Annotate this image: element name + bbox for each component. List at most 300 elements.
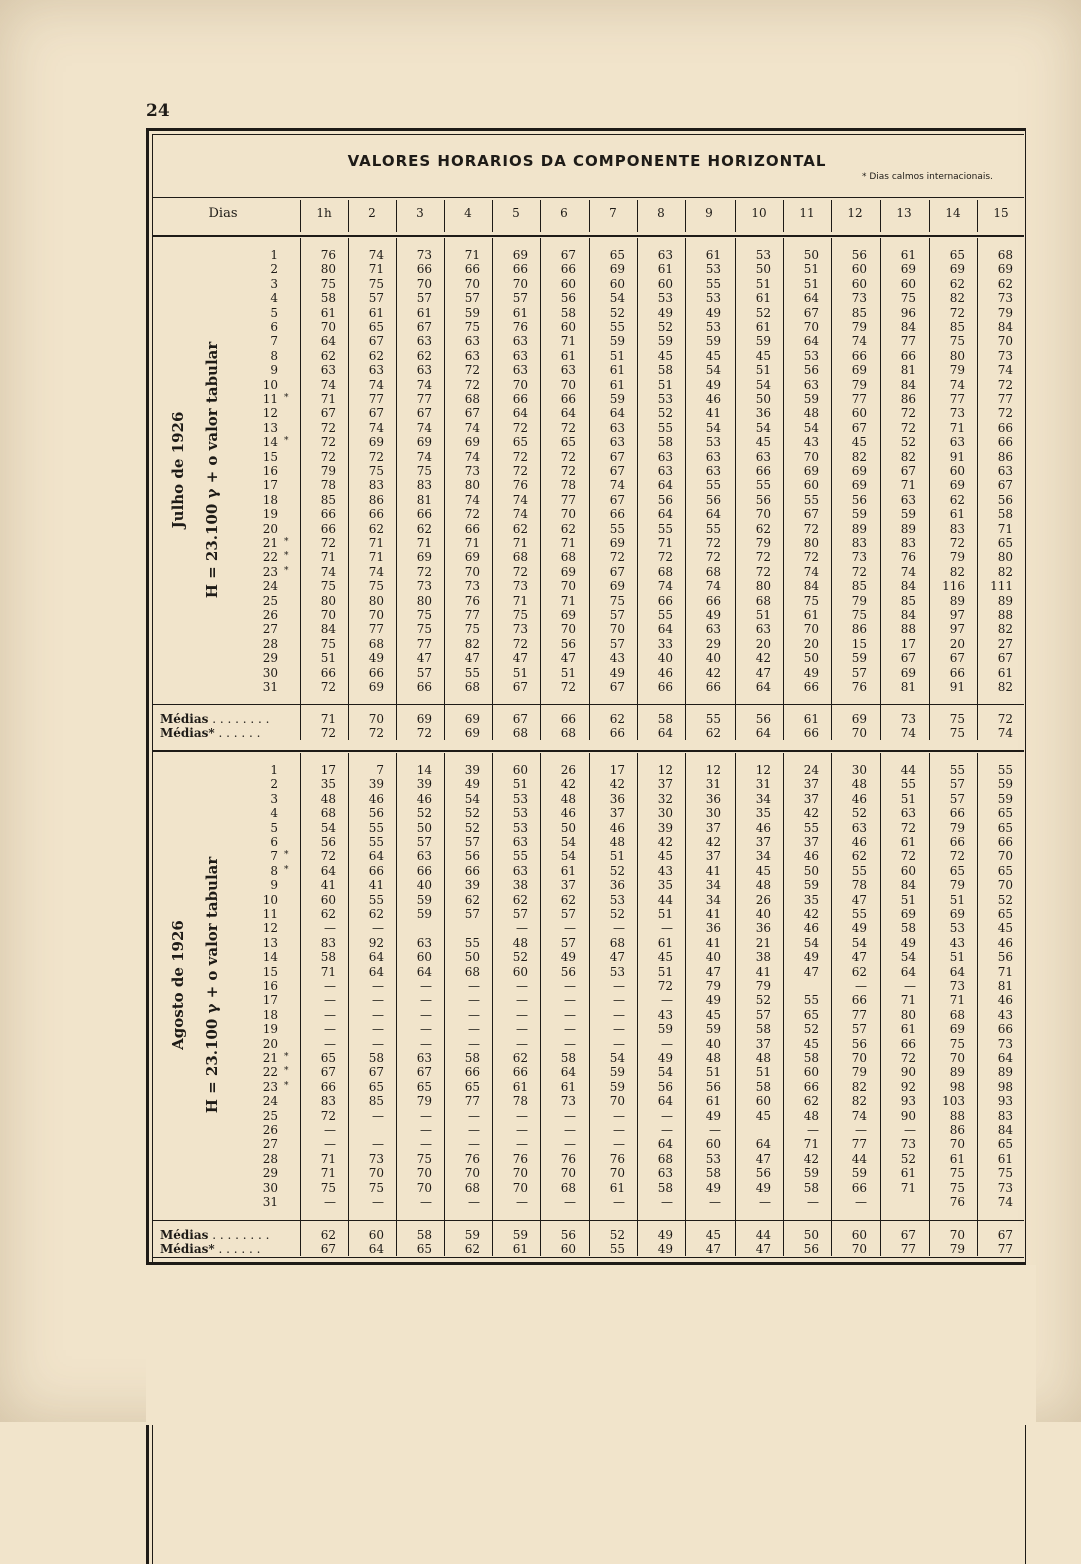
- value-cell: 58: [705, 1166, 721, 1181]
- medias-value: 75: [949, 712, 965, 726]
- value-cell: 85: [851, 579, 867, 594]
- value-cell: 63: [705, 622, 721, 637]
- value-cell: 75: [320, 579, 336, 594]
- value-cell: 65: [997, 907, 1013, 921]
- value-cell: —: [324, 1007, 336, 1022]
- medias-value: 62: [609, 712, 625, 726]
- value-cell: 49: [368, 651, 384, 666]
- value-cell: 31: [755, 777, 771, 792]
- value-cell: —: [372, 1137, 384, 1152]
- value-cell: 111: [990, 579, 1013, 594]
- value-cell: 40: [657, 651, 673, 666]
- value-cell: —: [420, 1123, 432, 1137]
- value-cell: 64: [657, 1137, 673, 1152]
- value-cell: 72: [368, 449, 384, 464]
- value-cell: 60: [560, 320, 576, 334]
- value-cell: 71: [464, 248, 480, 262]
- medias-label-text: Médias: [160, 712, 209, 726]
- value-cell: 65: [997, 820, 1013, 835]
- value-cell: 39: [464, 763, 480, 777]
- value-cell: —: [661, 921, 673, 936]
- value-cell: 58: [560, 305, 576, 320]
- value-cell: 85: [949, 320, 965, 334]
- value-cell: 71: [657, 536, 673, 550]
- value-cell: 84: [900, 878, 916, 893]
- value-cell: 42: [803, 907, 819, 921]
- value-cell: 58: [657, 363, 673, 378]
- value-cell: 70: [803, 622, 819, 637]
- quiet-day-mark: *: [284, 1052, 289, 1062]
- value-cell: 63: [949, 435, 965, 450]
- day-number: 9: [270, 363, 278, 378]
- quiet-day-mark: *: [284, 551, 289, 562]
- value-cell: 51: [755, 608, 771, 622]
- value-cell: 59: [609, 1065, 625, 1080]
- value-cell: 46: [755, 820, 771, 835]
- value-cell: 69: [609, 536, 625, 550]
- value-cell: 82: [997, 680, 1013, 694]
- medias-value: 69: [464, 712, 480, 726]
- value-cell: 72: [705, 536, 721, 550]
- value-cell: 62: [464, 892, 480, 907]
- frame-inner-rule-top: [152, 134, 1024, 135]
- value-cell: 49: [900, 935, 916, 950]
- quiet-day-mark: *: [284, 537, 289, 547]
- value-cell: 63: [657, 464, 673, 478]
- value-cell: 60: [851, 262, 867, 277]
- value-cell: 66: [949, 665, 965, 680]
- agosto-formula-label: H = 23.100 γ + o valor tabular: [203, 856, 221, 1114]
- value-cell: 64: [657, 1094, 673, 1109]
- value-cell: 68: [464, 964, 480, 979]
- value-cell: 72: [560, 449, 576, 464]
- julho-month-label: Julho de 1926: [169, 411, 187, 529]
- value-cell: 72: [900, 406, 916, 421]
- value-cell: 67: [609, 449, 625, 464]
- value-cell: 74: [368, 564, 384, 579]
- value-cell: 98: [997, 1079, 1013, 1094]
- value-cell: 74: [416, 420, 432, 435]
- value-cell: —: [372, 979, 384, 993]
- value-cell: 61: [512, 305, 528, 320]
- value-cell: 43: [657, 1007, 673, 1022]
- hour-header: 1h: [316, 206, 332, 220]
- julho-medias-quiet-label: [160, 726, 260, 740]
- value-cell: —: [372, 921, 384, 936]
- day-number: 14: [262, 435, 278, 450]
- value-cell: 51: [803, 276, 819, 291]
- value-cell: 60: [657, 276, 673, 291]
- value-cell: 73: [851, 291, 867, 306]
- value-cell: 70: [464, 276, 480, 291]
- value-cell: 53: [512, 820, 528, 835]
- value-cell: 67: [949, 651, 965, 666]
- value-cell: 82: [997, 564, 1013, 579]
- value-cell: —: [564, 1022, 576, 1037]
- value-cell: 60: [609, 276, 625, 291]
- value-cell: 64: [803, 334, 819, 349]
- value-cell: 79: [755, 979, 771, 993]
- value-cell: 72: [851, 564, 867, 579]
- value-cell: 69: [464, 550, 480, 565]
- value-cell: 82: [851, 449, 867, 464]
- medias-value: 69: [851, 712, 867, 726]
- day-number: 7: [270, 849, 278, 864]
- value-cell: 72: [560, 420, 576, 435]
- value-cell: 75: [320, 276, 336, 291]
- value-cell: 45: [657, 348, 673, 363]
- value-cell: 52: [755, 305, 771, 320]
- value-cell: 66: [851, 993, 867, 1008]
- value-cell: 82: [851, 1079, 867, 1094]
- value-cell: 74: [657, 579, 673, 594]
- value-cell: 37: [803, 791, 819, 806]
- value-cell: 47: [512, 651, 528, 666]
- day-number: 12: [262, 406, 278, 421]
- value-cell: 55: [368, 892, 384, 907]
- value-cell: 81: [900, 363, 916, 378]
- value-cell: 39: [416, 777, 432, 792]
- medias-quiet-value: 66: [609, 726, 625, 740]
- medias-quiet-value: 75: [949, 726, 965, 740]
- value-cell: 55: [657, 608, 673, 622]
- value-cell: 30: [657, 806, 673, 821]
- value-cell: 56: [320, 835, 336, 849]
- value-cell: 81: [997, 979, 1013, 993]
- value-cell: 61: [705, 248, 721, 262]
- medias-value: 50: [803, 1228, 819, 1242]
- value-cell: 75: [949, 1166, 965, 1181]
- quiet-day-mark: *: [284, 436, 289, 447]
- value-cell: 66: [851, 1180, 867, 1195]
- value-cell: —: [855, 1195, 867, 1209]
- value-cell: 49: [705, 1180, 721, 1195]
- value-cell: 37: [803, 835, 819, 849]
- value-cell: 60: [320, 892, 336, 907]
- medias-quiet-label-text: Médias: [160, 726, 209, 740]
- value-cell: 75: [997, 1166, 1013, 1181]
- quiet-day-mark: *: [208, 726, 215, 740]
- day-number: 19: [262, 1022, 278, 1037]
- value-cell: 63: [657, 449, 673, 464]
- medias-value: 60: [368, 1228, 384, 1242]
- value-cell: 63: [657, 1166, 673, 1181]
- value-cell: 65: [320, 1051, 336, 1065]
- value-cell: 51: [949, 950, 965, 965]
- value-cell: 73: [416, 579, 432, 594]
- day-number: 9: [270, 878, 278, 893]
- value-cell: 62: [851, 849, 867, 864]
- value-cell: 68: [560, 550, 576, 565]
- value-cell: 74: [320, 377, 336, 392]
- value-cell: 48: [705, 1051, 721, 1065]
- value-cell: 76: [512, 478, 528, 493]
- value-cell: 32: [657, 791, 673, 806]
- value-cell: 51: [755, 276, 771, 291]
- value-cell: 61: [900, 1022, 916, 1037]
- value-cell: 47: [851, 892, 867, 907]
- value-cell: —: [516, 1036, 528, 1051]
- value-cell: 46: [803, 849, 819, 864]
- value-cell: 55: [657, 521, 673, 536]
- value-cell: —: [613, 1108, 625, 1123]
- day-number: 25: [262, 1108, 278, 1123]
- value-cell: 70: [755, 507, 771, 522]
- value-cell: 75: [320, 1180, 336, 1195]
- value-cell: 76: [512, 1151, 528, 1166]
- value-cell: 70: [851, 1051, 867, 1065]
- value-cell: 72: [464, 363, 480, 378]
- value-cell: 61: [900, 248, 916, 262]
- value-cell: 69: [851, 478, 867, 493]
- value-cell: 62: [851, 964, 867, 979]
- value-cell: —: [420, 1108, 432, 1123]
- value-cell: 69: [368, 680, 384, 694]
- value-cell: 77: [851, 392, 867, 406]
- value-cell: 7: [376, 763, 384, 777]
- header-column-rule: [492, 200, 493, 232]
- value-cell: 66: [416, 680, 432, 694]
- value-cell: —: [468, 1137, 480, 1152]
- value-cell: 77: [464, 1094, 480, 1109]
- value-cell: —: [904, 1123, 916, 1137]
- value-cell: 48: [803, 1108, 819, 1123]
- value-cell: 71: [320, 964, 336, 979]
- value-cell: 67: [803, 507, 819, 522]
- value-cell: 75: [949, 1036, 965, 1051]
- value-cell: 75: [416, 608, 432, 622]
- value-cell: 55: [803, 820, 819, 835]
- value-cell: 63: [416, 334, 432, 349]
- value-cell: 66: [368, 665, 384, 680]
- value-cell: 57: [949, 777, 965, 792]
- medias-value: 59: [464, 1228, 480, 1242]
- value-cell: 31: [705, 777, 721, 792]
- value-cell: 66: [512, 262, 528, 277]
- value-cell: 75: [900, 291, 916, 306]
- value-cell: 66: [949, 835, 965, 849]
- value-cell: —: [564, 1195, 576, 1209]
- value-cell: 69: [949, 907, 965, 921]
- value-cell: 66: [368, 507, 384, 522]
- value-cell: 59: [705, 1022, 721, 1037]
- value-cell: 60: [512, 763, 528, 777]
- value-cell: 70: [560, 507, 576, 522]
- value-cell: 66: [997, 1022, 1013, 1037]
- value-cell: 103: [942, 1094, 965, 1109]
- value-cell: 73: [560, 1094, 576, 1109]
- medias-quiet-label-text: Médias: [160, 1242, 209, 1256]
- value-cell: —: [372, 1108, 384, 1123]
- value-cell: 85: [900, 593, 916, 608]
- value-cell: 37: [803, 777, 819, 792]
- value-cell: 55: [657, 420, 673, 435]
- value-cell: 59: [900, 507, 916, 522]
- medias-value: 56: [560, 1228, 576, 1242]
- value-cell: 42: [755, 651, 771, 666]
- value-cell: 46: [368, 791, 384, 806]
- value-cell: —: [613, 1195, 625, 1209]
- medias-quiet-value: 65: [416, 1242, 432, 1256]
- value-cell: 61: [560, 863, 576, 878]
- value-cell: 51: [755, 363, 771, 378]
- header-column-rule: [300, 200, 301, 232]
- value-cell: 36: [755, 921, 771, 936]
- value-cell: 55: [705, 521, 721, 536]
- value-cell: 61: [512, 1079, 528, 1094]
- value-cell: 46: [416, 791, 432, 806]
- value-cell: 83: [320, 935, 336, 950]
- value-cell: 80: [320, 262, 336, 277]
- value-cell: 71: [560, 334, 576, 349]
- value-cell: 72: [657, 979, 673, 993]
- value-cell: 68: [464, 1180, 480, 1195]
- value-cell: 69: [512, 248, 528, 262]
- value-cell: 42: [705, 835, 721, 849]
- day-number: 13: [262, 935, 278, 950]
- value-cell: 52: [609, 863, 625, 878]
- value-cell: 57: [464, 291, 480, 306]
- value-cell: 58: [368, 1051, 384, 1065]
- value-cell: 70: [997, 878, 1013, 893]
- value-cell: 60: [900, 276, 916, 291]
- hour-header: 9: [705, 206, 713, 220]
- value-cell: 64: [900, 964, 916, 979]
- value-cell: 49: [705, 993, 721, 1008]
- leader-dots: . . . . . .: [214, 726, 261, 740]
- value-cell: 62: [416, 348, 432, 363]
- value-cell: 62: [368, 521, 384, 536]
- value-cell: 55: [851, 863, 867, 878]
- value-cell: 51: [705, 1065, 721, 1080]
- value-cell: 41: [755, 964, 771, 979]
- value-cell: 75: [368, 1180, 384, 1195]
- value-cell: 56: [657, 1079, 673, 1094]
- value-cell: 79: [949, 878, 965, 893]
- value-cell: 71: [949, 993, 965, 1008]
- value-cell: 70: [997, 334, 1013, 349]
- value-cell: 66: [755, 464, 771, 478]
- value-cell: 70: [560, 622, 576, 637]
- value-cell: 38: [512, 878, 528, 893]
- value-cell: 61: [609, 363, 625, 378]
- value-cell: 33: [657, 636, 673, 651]
- value-cell: 55: [900, 777, 916, 792]
- value-cell: 52: [512, 950, 528, 965]
- value-cell: 84: [900, 377, 916, 392]
- value-cell: 49: [851, 921, 867, 936]
- value-cell: 56: [851, 1036, 867, 1051]
- value-cell: 49: [560, 950, 576, 965]
- day-number: 23: [262, 564, 278, 579]
- agosto-medias-rule: [152, 1220, 1024, 1221]
- value-cell: —: [516, 1108, 528, 1123]
- value-cell: 55: [368, 820, 384, 835]
- value-cell: 72: [560, 464, 576, 478]
- value-cell: 75: [464, 622, 480, 637]
- hour-header: 7: [609, 206, 617, 220]
- medias-value: 49: [657, 1228, 673, 1242]
- header-column-rule: [685, 200, 686, 232]
- value-cell: 66: [997, 835, 1013, 849]
- value-cell: 68: [609, 935, 625, 950]
- value-cell: 62: [560, 892, 576, 907]
- value-cell: 63: [657, 248, 673, 262]
- header-column-rule: [589, 200, 590, 232]
- leader-dots: . . . . . . . .: [208, 1228, 270, 1242]
- value-cell: 63: [464, 348, 480, 363]
- value-cell: 50: [464, 950, 480, 965]
- value-cell: —: [516, 1022, 528, 1037]
- value-cell: 75: [851, 608, 867, 622]
- value-cell: 57: [512, 291, 528, 306]
- day-number: 29: [262, 651, 278, 666]
- day-number: 26: [262, 1123, 278, 1137]
- value-cell: 64: [657, 478, 673, 493]
- value-cell: —: [420, 979, 432, 993]
- value-cell: 80: [464, 478, 480, 493]
- value-cell: —: [709, 1195, 721, 1209]
- value-cell: —: [324, 1195, 336, 1209]
- value-cell: 71: [416, 536, 432, 550]
- value-cell: 72: [512, 464, 528, 478]
- day-number: 16: [262, 464, 278, 478]
- value-cell: 71: [900, 478, 916, 493]
- value-cell: 67: [320, 406, 336, 421]
- day-number: 30: [262, 665, 278, 680]
- value-cell: 45: [657, 950, 673, 965]
- value-cell: 61: [997, 665, 1013, 680]
- value-cell: 75: [803, 593, 819, 608]
- value-cell: 47: [464, 651, 480, 666]
- frame-bottom-rule: [146, 1262, 1026, 1265]
- value-cell: 50: [560, 820, 576, 835]
- header-column-rule: [831, 200, 832, 232]
- value-cell: 96: [900, 305, 916, 320]
- value-cell: 15: [851, 636, 867, 651]
- value-cell: 56: [560, 636, 576, 651]
- value-cell: 55: [705, 276, 721, 291]
- value-cell: 82: [997, 622, 1013, 637]
- value-cell: 14: [416, 763, 432, 777]
- value-cell: 51: [803, 262, 819, 277]
- value-cell: 69: [803, 464, 819, 478]
- page-number: 24: [146, 101, 170, 121]
- value-cell: 47: [560, 651, 576, 666]
- value-cell: 54: [320, 820, 336, 835]
- value-cell: 62: [512, 892, 528, 907]
- value-cell: 71: [320, 392, 336, 406]
- value-cell: 68: [464, 392, 480, 406]
- value-cell: 55: [512, 849, 528, 864]
- value-cell: —: [324, 1036, 336, 1051]
- value-cell: 75: [416, 1151, 432, 1166]
- value-cell: 84: [803, 579, 819, 594]
- day-number: 5: [270, 305, 278, 320]
- value-cell: 51: [900, 791, 916, 806]
- value-cell: 66: [803, 680, 819, 694]
- value-cell: 42: [609, 777, 625, 792]
- value-cell: 70: [560, 377, 576, 392]
- value-cell: 72: [320, 420, 336, 435]
- value-cell: 63: [464, 334, 480, 349]
- value-cell: 66: [464, 521, 480, 536]
- value-cell: 61: [949, 1151, 965, 1166]
- value-cell: 71: [320, 1151, 336, 1166]
- value-cell: 59: [851, 1166, 867, 1181]
- value-cell: 56: [997, 492, 1013, 507]
- day-number: 14: [262, 950, 278, 965]
